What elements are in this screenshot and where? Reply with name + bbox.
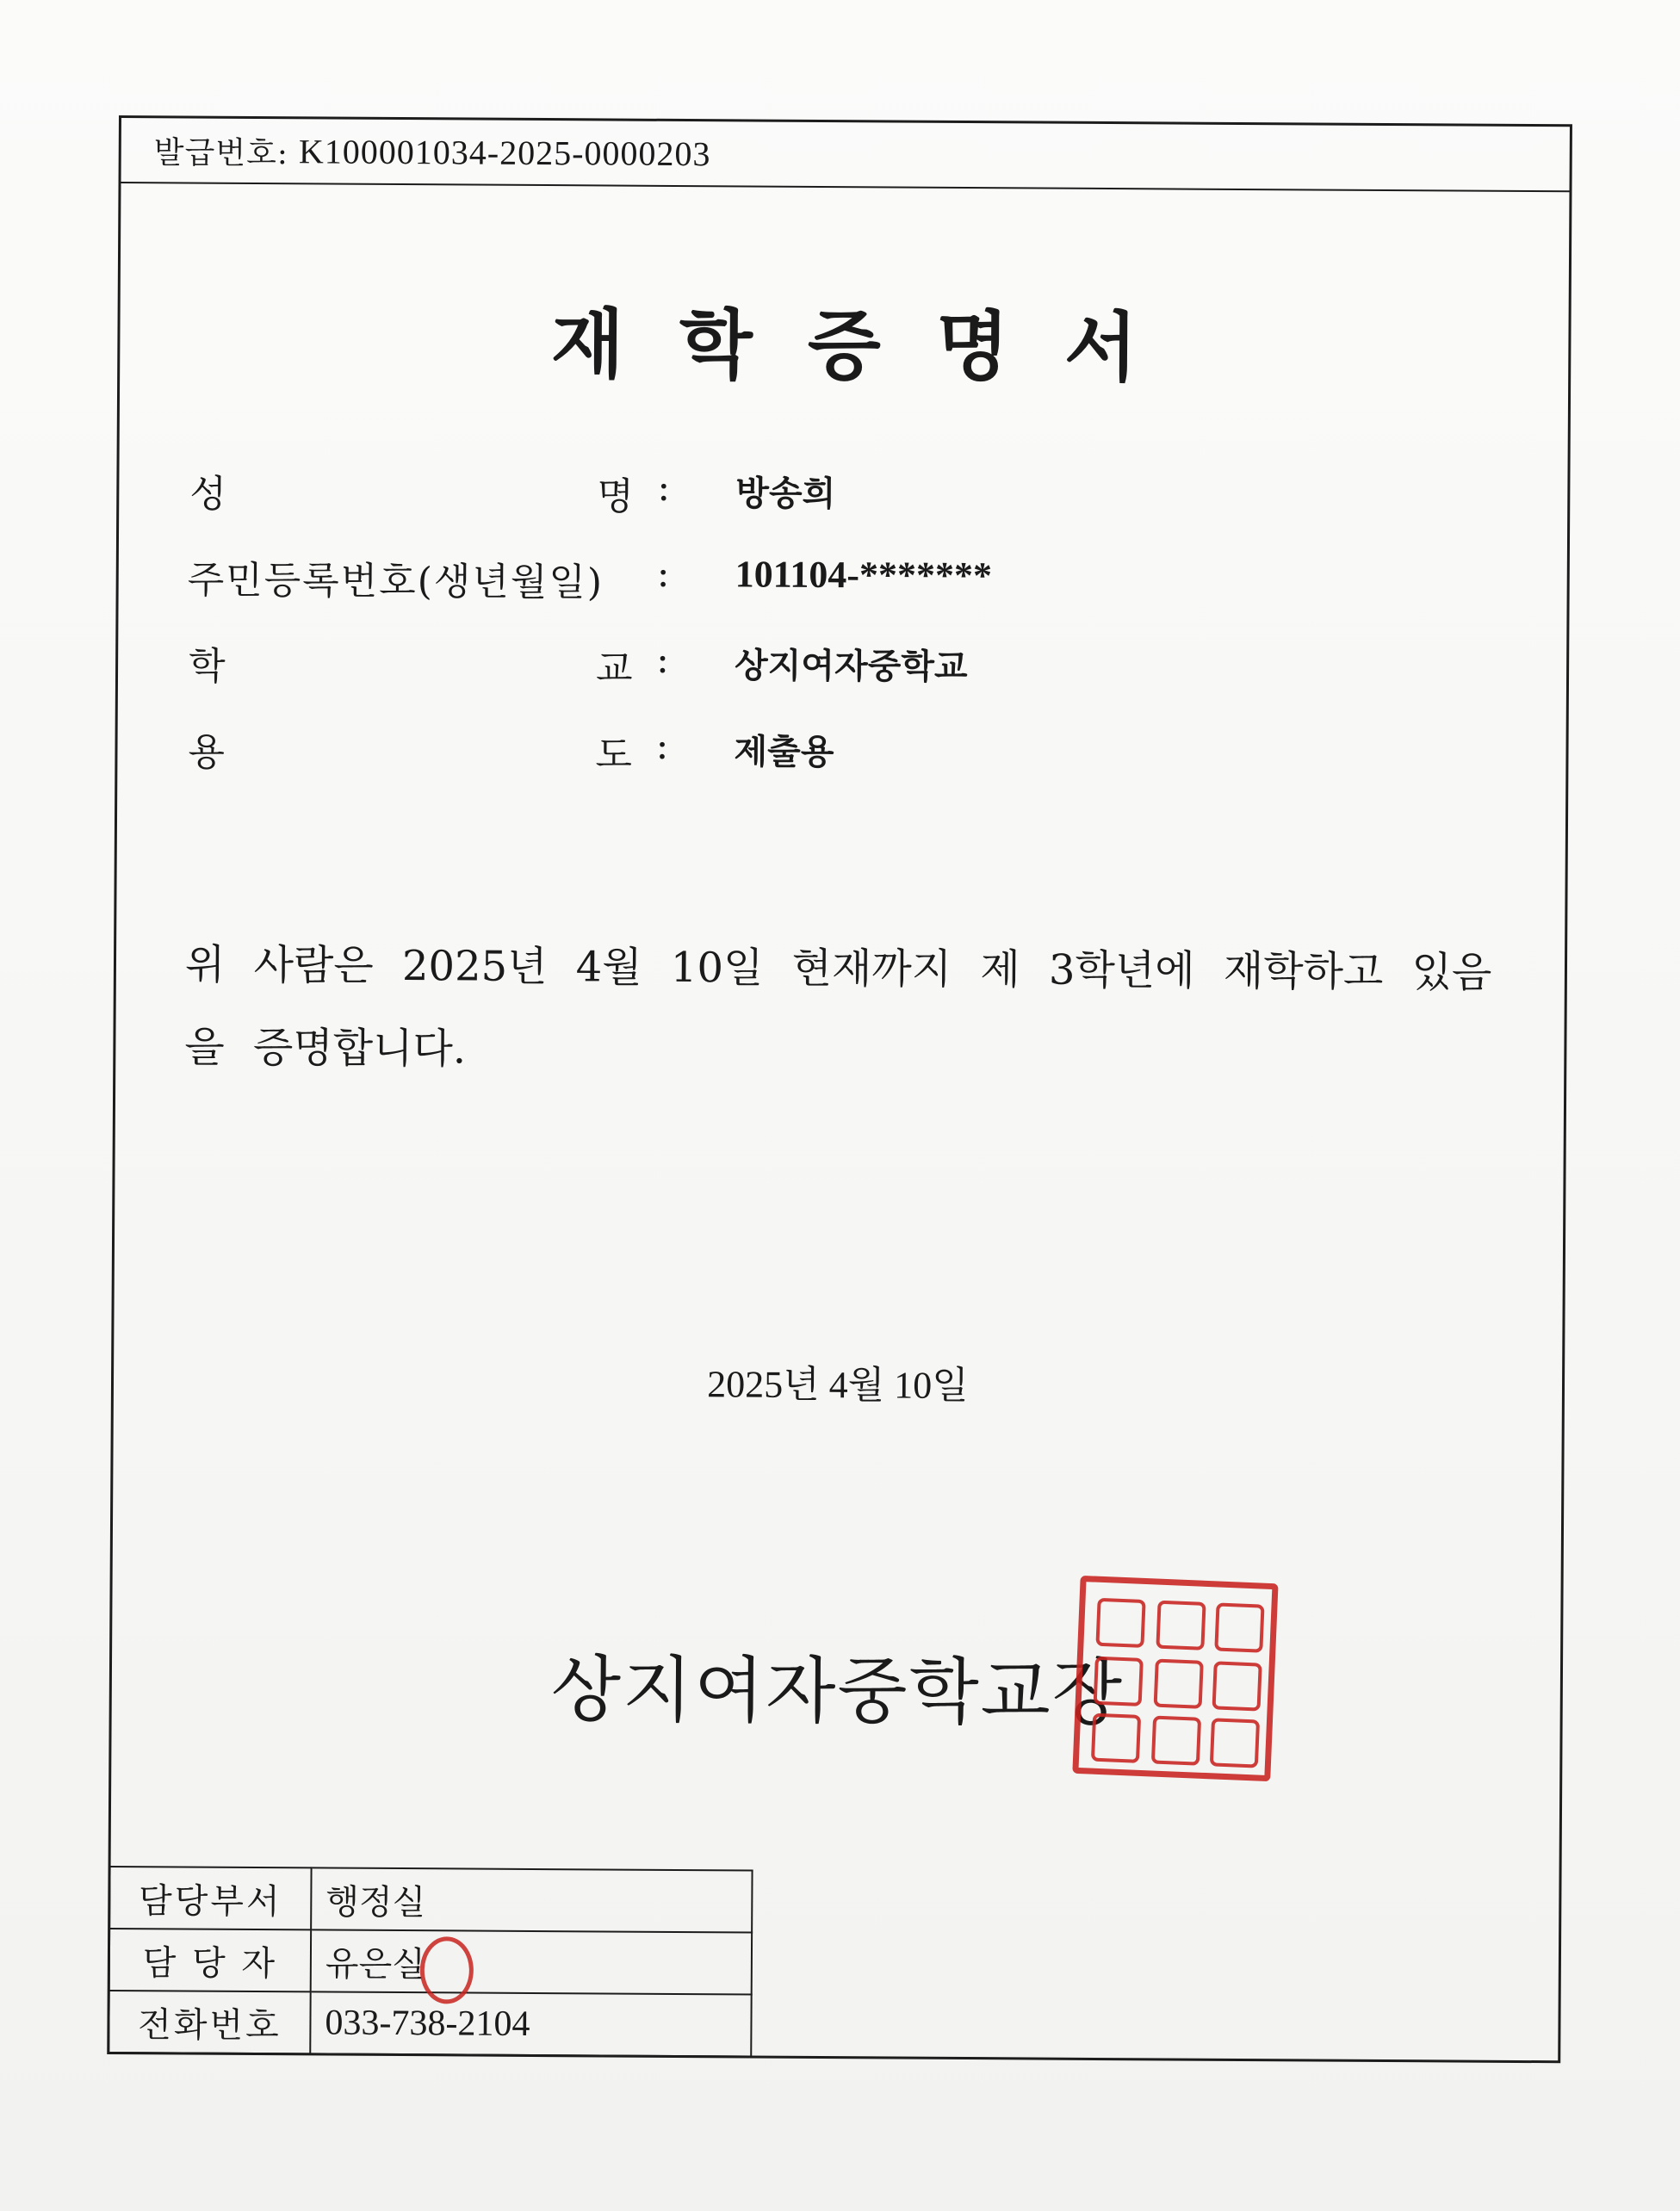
seal-glyph (1095, 1598, 1145, 1648)
certification-statement: 위 사람은 2025년 4월 10일 현재까지 제 3학년에 재학하고 있음을 증명합니다. (184, 940, 1492, 1074)
seal-glyph (1210, 1718, 1260, 1768)
seal-glyph (1091, 1713, 1141, 1763)
issue-number-label: 발급번호: (153, 134, 289, 171)
contact-key: 전화번호 (108, 1991, 310, 2053)
field-value-name: 방송희 (735, 474, 836, 515)
field-colon: : (657, 465, 671, 510)
field-colon: : (655, 637, 670, 682)
field-colon: : (655, 723, 669, 768)
personal-seal-icon (420, 1936, 474, 2004)
contact-value: 033-738-2104 (310, 1991, 751, 2056)
document-title (120, 282, 1569, 399)
field-label: 용 (188, 730, 226, 775)
field-name (188, 462, 1480, 556)
seal-glyph (1154, 1659, 1204, 1709)
certificate-frame (107, 115, 1572, 2063)
field-colon: : (656, 551, 670, 596)
field-label: 성 (189, 472, 226, 517)
seal-glyph (1212, 1661, 1262, 1711)
contact-value: 유은실 (311, 1929, 752, 1994)
seal-glyph (1151, 1716, 1201, 1766)
field-value-resident-number: 101104-******* (735, 553, 993, 598)
field-purpose (186, 721, 1479, 814)
field-label: 명 (597, 474, 634, 519)
seal-glyph (1156, 1601, 1206, 1651)
table-row (109, 1867, 752, 1933)
title-char: 학 (679, 300, 753, 390)
seal-glyph (1094, 1657, 1144, 1706)
contact-value: 행정실 (311, 1867, 752, 1932)
issuer-name: 상지여자중학교장 (550, 1647, 1125, 1736)
field-label: 도 (595, 733, 633, 777)
issue-number-value: K100001034-2025-0000203 (298, 131, 711, 173)
field-resident-number (187, 548, 1479, 642)
table-row (108, 1991, 751, 2057)
field-label: 교 (595, 647, 633, 691)
field-value-school: 상지여자중학교 (734, 646, 968, 688)
title-char: 서 (1063, 302, 1138, 393)
contact-key: 담 당 자 (109, 1929, 311, 1991)
seal-glyph (1214, 1602, 1264, 1652)
issue-date: 2025년 4월 10일 (707, 1363, 969, 1408)
issue-number-bar (121, 118, 1570, 192)
title-char: 명 (935, 301, 1010, 392)
title-char: 증 (807, 300, 882, 391)
field-label: 학 (188, 644, 226, 689)
title-char: 재 (550, 300, 625, 389)
field-school (187, 635, 1479, 728)
contact-key: 담당부서 (109, 1867, 311, 1929)
field-value-purpose: 제출용 (734, 732, 834, 773)
student-info (186, 462, 1479, 814)
field-label: 주민등록번호(생년월일) (187, 558, 604, 605)
official-seal-icon (1072, 1576, 1278, 1781)
